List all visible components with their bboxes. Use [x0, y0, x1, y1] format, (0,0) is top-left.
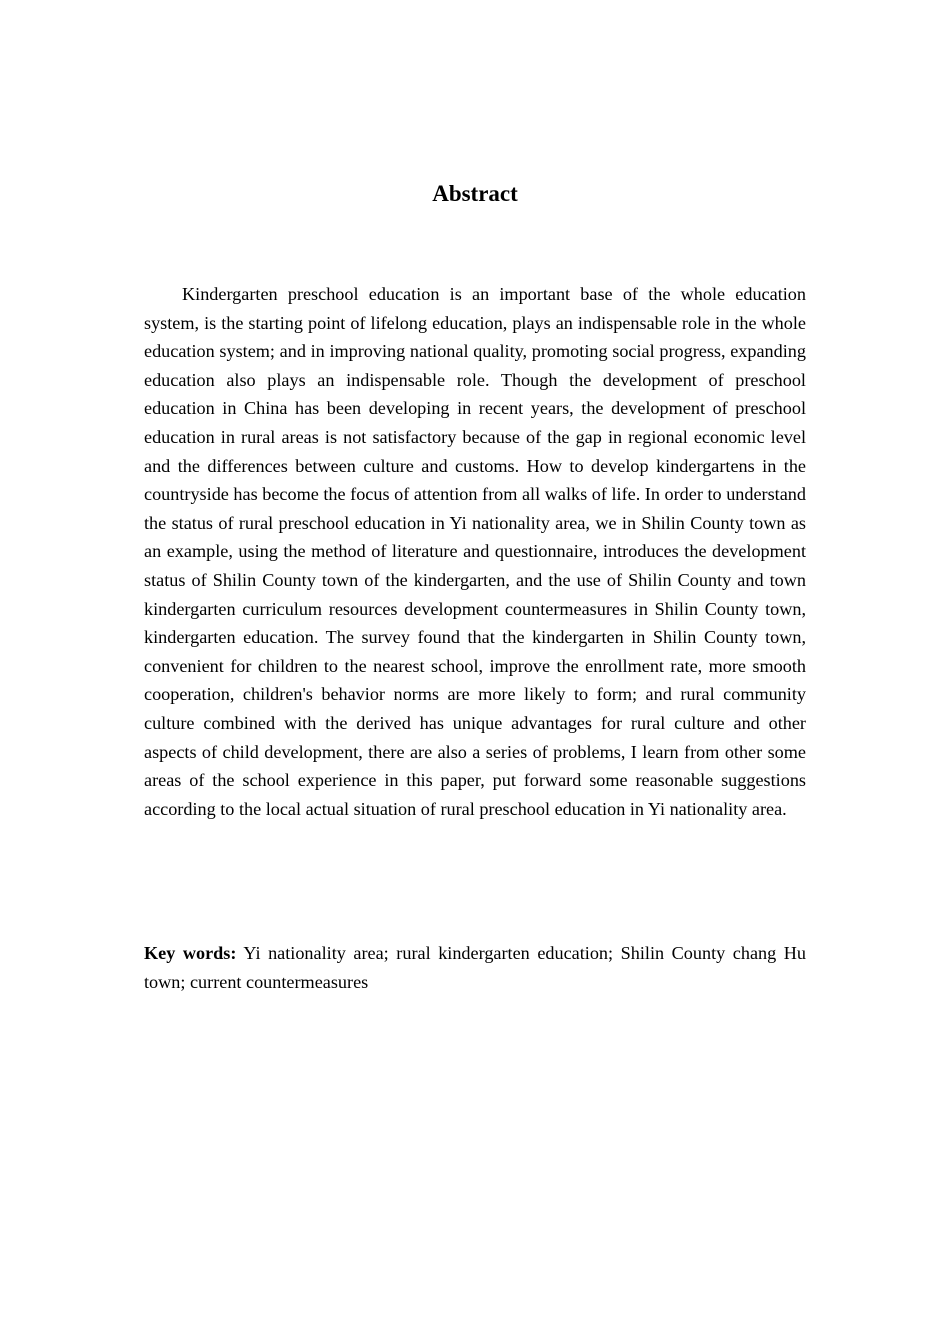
- keywords-section: [144, 939, 806, 996]
- abstract-title: Abstract: [432, 181, 518, 206]
- keywords-label: Key words:: [144, 943, 237, 963]
- keywords-list: Yi nationality area; rural kindergarten education; Shilin County chang Hu town; current countermeasures: [144, 943, 806, 992]
- abstract-paragraph: Kindergarten preschool education is an important base of the whole education system, is the starting point of lifelong education, plays an indispensable role in the whole education system; and in improving national quality, promoting social progress, expanding education also plays an indispensable role. Though the development of preschool education in China has been developing in recent years, the development of preschool education in rural areas is not satisfactory because of the gap in regional economic level and the differences between culture and customs. How to develop kindergartens in the countryside has become the focus of attention from all walks of life. In order to understand the status of rural preschool education in Yi nationality area, we in Shilin County town as an example, using the method of literature and questionnaire, introduces the development status of Shilin County town of the kindergarten, and the use of Shilin County and town kindergarten curriculum resources development countermeasures in Shilin County town, kindergarten education. The survey found that the kindergarten in Shilin County town, convenient for children to the nearest school, improve the enrollment rate, more smooth cooperation, children's behavior norms are more likely to form; and rural community culture combined with the derived has unique advantages for rural culture and other aspects of child development, there are also a series of problems, I learn from other some areas of the school experience in this paper, put forward some reasonable suggestions according to the local actual situation of rural preschool education in Yi nationality area.: [144, 284, 806, 819]
